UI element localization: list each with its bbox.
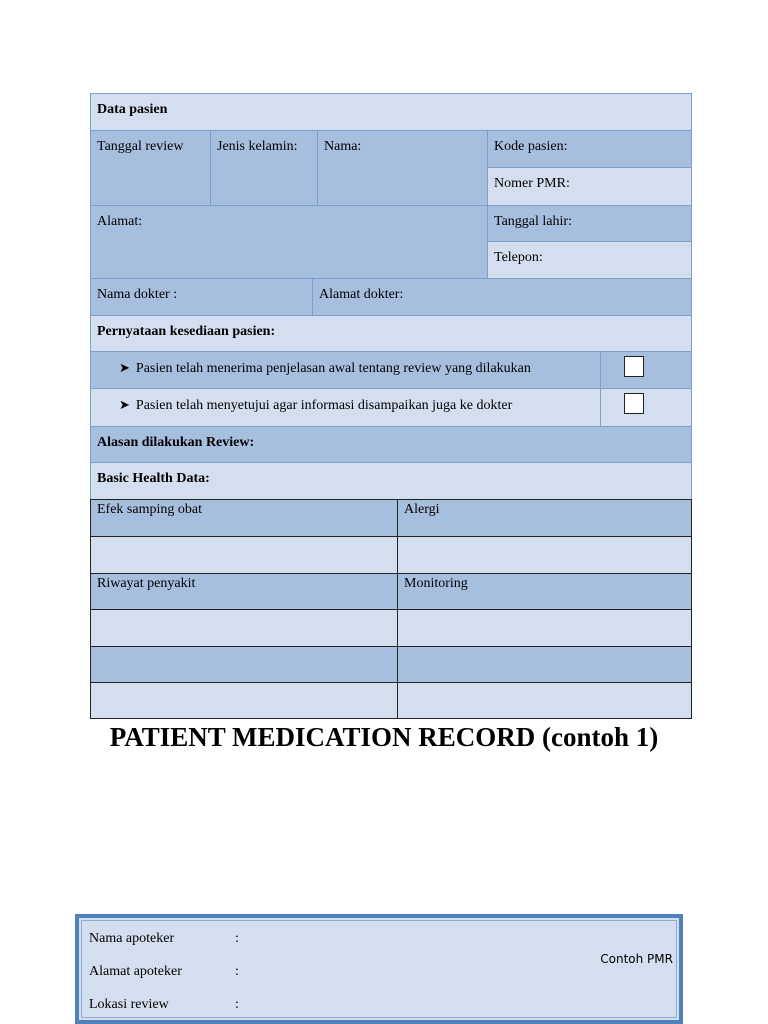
efek-samping-value[interactable] <box>90 536 398 574</box>
field-tanggal-review[interactable] <box>90 130 211 206</box>
page-title: PATIENT MEDICATION RECORD (contoh 1) <box>109 722 659 752</box>
field-telepon[interactable] <box>487 241 692 279</box>
statement-row-2 <box>90 388 601 427</box>
checkbox-cell-2 <box>600 388 692 427</box>
statement-text: Pasien telah menerima penjelasan awal tentang review yang dilakukan <box>135 361 531 376</box>
alergi-value[interactable] <box>397 536 692 574</box>
contoh-pmr-label: Contoh PMR <box>600 952 673 966</box>
arrow-bullet-icon: ➤ <box>119 360 130 375</box>
alamat-apoteker-label: Alamat apoteker <box>89 964 182 979</box>
field-monitoring[interactable] <box>397 573 692 610</box>
field-riwayat-penyakit[interactable] <box>90 573 398 610</box>
monitoring-value-1[interactable] <box>397 609 692 647</box>
checkbox-cell-1 <box>600 351 692 389</box>
section-label: Alasan dilakukan Review: <box>97 435 255 450</box>
field-efek-samping[interactable] <box>90 499 398 537</box>
monitoring-value-2[interactable] <box>397 646 692 683</box>
section-label: Basic Health Data: <box>97 471 210 486</box>
field-label: Nomer PMR: <box>494 176 570 191</box>
consent-checkbox-1[interactable] <box>624 356 644 377</box>
lokasi-review-row <box>89 997 239 1013</box>
statement-row-1 <box>90 351 601 389</box>
field-alergi[interactable] <box>397 499 692 537</box>
colon: : <box>235 964 239 979</box>
consent-checkbox-2[interactable] <box>624 393 644 414</box>
riwayat-value-3[interactable] <box>90 682 398 719</box>
section-basic-health <box>90 462 692 500</box>
field-label: Alamat dokter: <box>319 287 404 302</box>
field-alamat[interactable] <box>90 205 488 279</box>
riwayat-value-1[interactable] <box>90 609 398 647</box>
field-nama-dokter[interactable] <box>90 278 313 316</box>
field-label: Efek samping obat <box>97 502 202 517</box>
section-alasan <box>90 426 692 463</box>
field-nomer-pmr[interactable] <box>487 167 692 206</box>
field-label: Alamat: <box>97 214 143 229</box>
field-nama[interactable] <box>317 130 488 206</box>
field-label: Monitoring <box>404 576 468 591</box>
colon: : <box>235 997 239 1012</box>
pharmacist-info-box <box>75 914 683 1024</box>
field-label: Tanggal review <box>97 139 184 154</box>
field-label: Riwayat penyakit <box>97 576 196 591</box>
field-kode-pasien[interactable] <box>487 130 692 168</box>
alamat-apoteker-row <box>89 964 239 980</box>
colon: : <box>235 931 239 946</box>
field-alamat-dokter[interactable] <box>312 278 692 316</box>
section-data-pasien <box>90 93 692 131</box>
field-jenis-kelamin[interactable] <box>210 130 318 206</box>
field-label: Nama: <box>324 139 362 154</box>
nama-apoteker-row <box>89 931 239 947</box>
riwayat-value-2[interactable] <box>90 646 398 683</box>
field-label: Kode pasien: <box>494 139 568 154</box>
field-tanggal-lahir[interactable] <box>487 205 692 242</box>
field-label: Alergi <box>404 502 440 517</box>
lokasi-review-label: Lokasi review <box>89 997 169 1012</box>
field-label: Nama dokter : <box>97 287 178 302</box>
field-label: Jenis kelamin: <box>217 139 298 154</box>
field-label: Telepon: <box>494 250 543 265</box>
section-label: Pernyataan kesediaan pasien: <box>97 324 276 339</box>
arrow-bullet-icon: ➤ <box>119 397 130 412</box>
monitoring-value-3[interactable] <box>397 682 692 719</box>
section-label: Data pasien <box>97 102 168 117</box>
nama-apoteker-label: Nama apoteker <box>89 931 175 946</box>
section-pernyataan <box>90 315 692 352</box>
field-label: Tanggal lahir: <box>494 214 572 229</box>
statement-text: Pasien telah menyetujui agar informasi disampaikan juga ke dokter <box>135 398 513 413</box>
